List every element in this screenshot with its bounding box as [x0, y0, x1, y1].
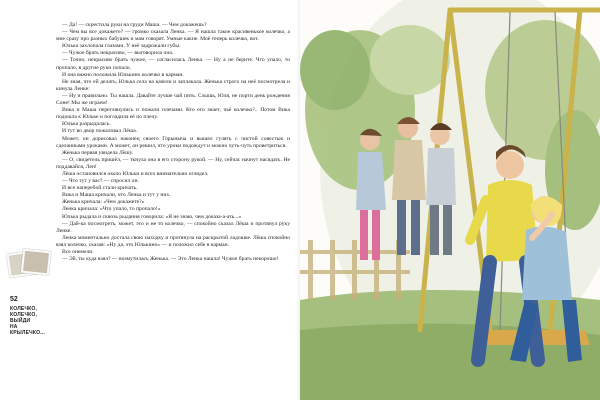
paragraph: — Точно, некрасиво брать чужое, — согласилась Ленка. — Ну а не берите. Что упало, то пропало, в другие руки попало.: [56, 57, 290, 71]
paragraph: — Ну и правильно. Ты нашла. Давайте лучше чай пить. Слышь, Юля, не порти день рождения Соне! Мы же играем!: [56, 92, 290, 107]
paragraph: Юлька захлопала глазами. У неё задрожали губы.: [62, 43, 181, 50]
paragraph: Все онемели.: [62, 249, 94, 255]
paragraph: — Эй, ты куда взял? — возмутилась Женька. — Это Ленка нашла! Чужое брать некорошо!: [62, 256, 279, 263]
paragraph: — О, свидетель пришёл, — ткнула она в его сторону рукой. — Ну, сейчас начнут насядать. Не поддавайся, Лен!: [56, 156, 290, 170]
paragraph: И тут во двор пожаловал Лёша.: [62, 128, 138, 135]
paragraph: И она важно положила Юлькино колечко в карман.: [62, 71, 184, 78]
thumbnail-photo: [21, 249, 51, 276]
paragraph: Женька первая увидела Лёшу.: [62, 149, 134, 156]
paragraph: Женька кричала: «Чем докажете?»: [62, 199, 145, 206]
paragraph: Ленка кричала: «Что упало, то пропало!»: [62, 206, 161, 213]
paragraph: Вика и Маша переглянулись и пожали плечами. Кто его знает, чьё колечко?.. Потом Вика подошла к Юльке и погладила её по плечу.: [56, 107, 290, 121]
paragraph: Лёша остановился около Юльки и всех внимательно оглядел.: [62, 170, 209, 177]
running-title-line: ВЫЙДИ: [10, 318, 31, 324]
paragraph: И все наперебой стали кричать.: [62, 185, 138, 192]
paragraph: Не зная, что ей делать, Юлька села на качели и заплакала. Женька строго на неё посмотрела и кинула Ленке:: [56, 78, 290, 92]
paragraph: — Что тут у вас? — спросил он.: [62, 178, 139, 185]
running-title-line: КОЛЕЧКО,: [10, 312, 38, 318]
running-title-line: КОЛЕЧКО,: [10, 306, 38, 312]
running-title: [10, 306, 54, 336]
playground-illustration: [300, 0, 600, 400]
page-number: 52: [10, 296, 18, 303]
paragraph: — Дай-ка посмотреть, может, это и не то колечко, — спокойно сказал Лёша и протянул руку Ленке.: [56, 220, 290, 234]
paragraph: — Чем вы все докажете? — громко сказала Ленка. — Я нашла такое красивенькое колечко, а мне сразу про разных бабушек и мам говорят. Умные какие. Моё теперь колечко, вот.: [56, 29, 290, 43]
paragraph: Вика и Маша кричали, что Ленка и тут у них.: [62, 192, 171, 199]
paragraph: — Да! — скрестила руки на груди Маша. — Чем докажешь?: [62, 22, 207, 28]
thumbnail-photos: [6, 248, 48, 278]
paragraph: Может, он дорисовал наконец своего Горыныча и вышел гулять с чистой совестью и сделанными уроками. А может, он решил, что уроки подождут и можно чуть-чуть проветриться.: [56, 135, 290, 149]
running-title-line: НА КРЫЛЕЧКО...: [10, 324, 45, 336]
paragraph: Юлька разрыдалась.: [62, 121, 111, 128]
paragraph: Юлька рыдала и сквозь рыдания говорила: «Я не знаю, чем доказа-а-ать...»: [62, 213, 242, 220]
story-text: [56, 22, 290, 394]
paragraph: — Чужое брать некрасиво, — выговорила она.: [62, 50, 174, 57]
paragraph: Ленка моментально достала свою находку и протянула на раскрытой ладошке. Лёша спокойно взял колечко, сказав: «Ну да, это Юлькино» — и положил себе в карман.: [56, 234, 290, 248]
right-page: [300, 0, 600, 400]
